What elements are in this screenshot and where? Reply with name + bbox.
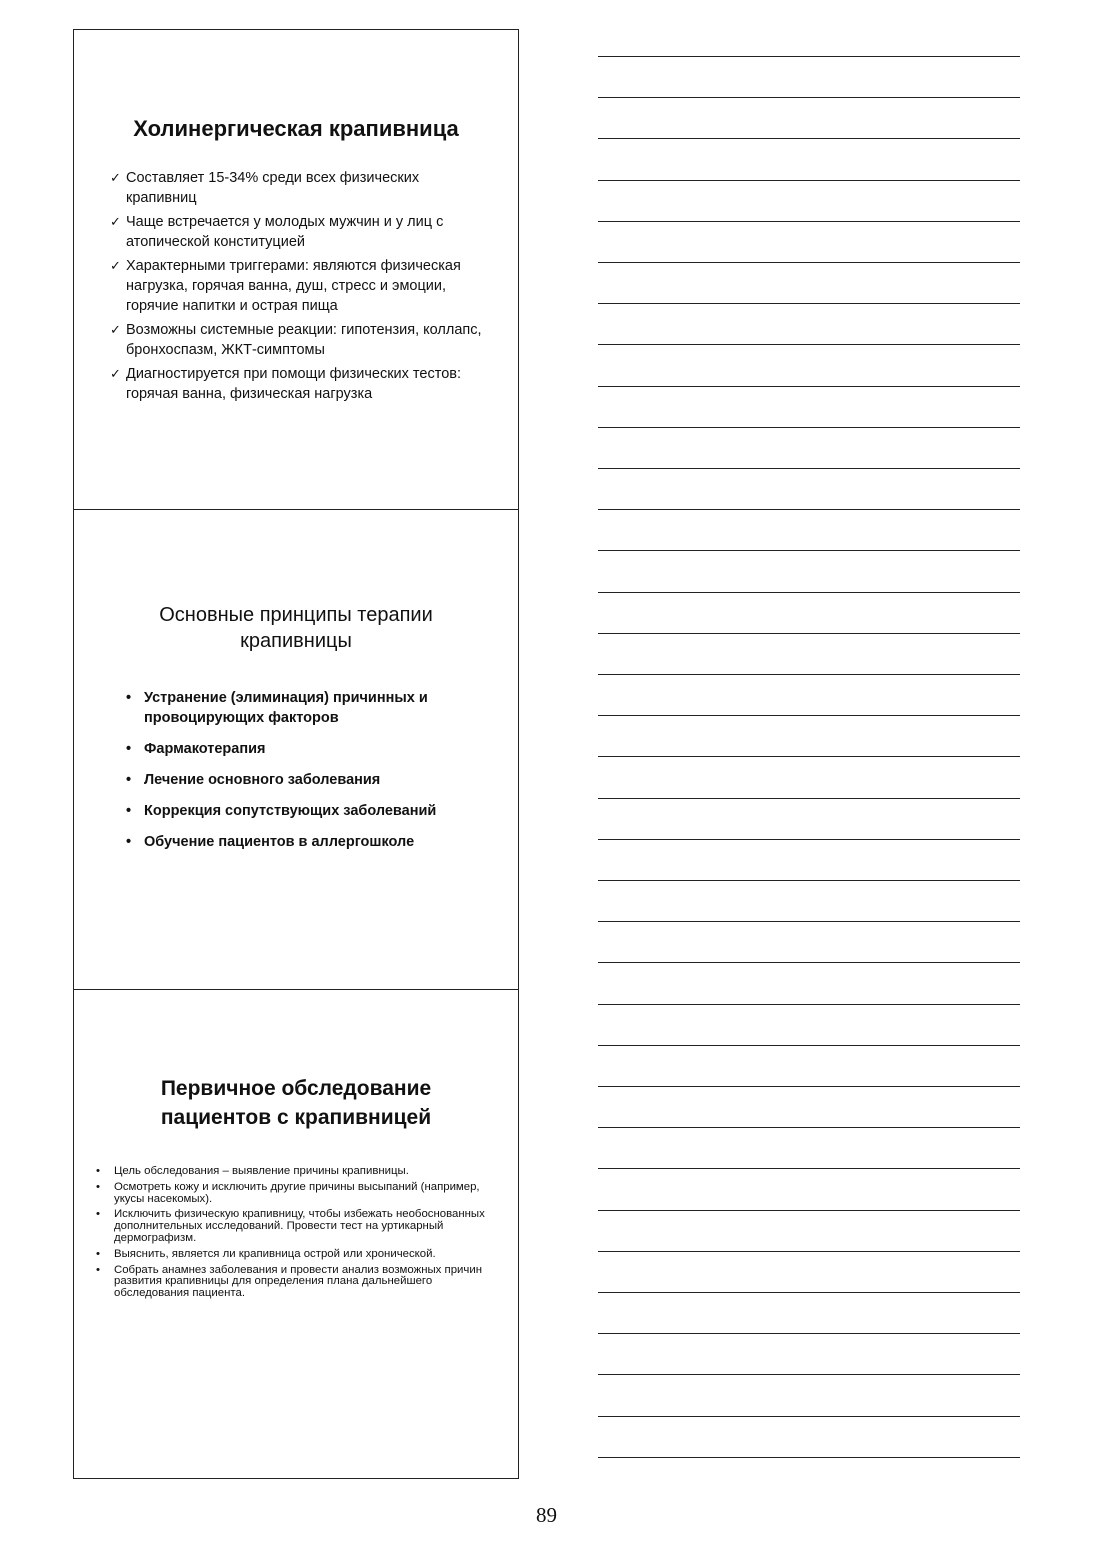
list-item: • Обучение пациентов в аллергошколе bbox=[126, 832, 490, 852]
note-line bbox=[598, 715, 1020, 716]
note-line bbox=[598, 427, 1020, 428]
note-line bbox=[598, 1292, 1020, 1293]
page-number: 89 bbox=[536, 1503, 557, 1527]
note-line bbox=[598, 1457, 1020, 1458]
note-line bbox=[598, 962, 1020, 963]
list-item: • Устранение (элиминация) причинных и провоцирующих факторов bbox=[126, 688, 490, 728]
note-line bbox=[598, 262, 1020, 263]
note-line bbox=[598, 1251, 1020, 1252]
note-line bbox=[598, 798, 1020, 799]
slide-title-line: крапивницы bbox=[240, 630, 352, 652]
list-item: • Лечение основного заболевания bbox=[126, 770, 490, 790]
slide-title-line: Основные принципы терапии bbox=[159, 604, 433, 626]
list-item: • Исключить физическую крапивницу, чтобы избежать необоснованных дополнительных исследований. Провести тест на уртикарный дермографизм. bbox=[96, 1209, 492, 1244]
note-line bbox=[598, 180, 1020, 181]
note-line bbox=[598, 921, 1020, 922]
note-line bbox=[598, 1416, 1020, 1417]
slide-title: Холинергическая крапивница bbox=[133, 116, 459, 141]
slide-title bbox=[74, 1074, 518, 1132]
list-item: • Осмотреть кожу и исключить другие причины высыпаний (например, укусы насекомых). bbox=[96, 1182, 492, 1206]
slide-primary-examination bbox=[74, 990, 518, 1480]
checkmark-list bbox=[110, 168, 492, 408]
note-line bbox=[598, 1086, 1020, 1087]
list-item: ✓ Возможны системные реакции: гипотензия, коллапс, бронхоспазм, ЖКТ-симптомы bbox=[110, 320, 492, 360]
list-item: • Фармакотерапия bbox=[126, 739, 490, 759]
list-item: • Коррекция сопутствующих заболеваний bbox=[126, 801, 490, 821]
bullet-list bbox=[126, 688, 490, 863]
note-line bbox=[598, 1333, 1020, 1334]
list-item: • Собрать анамнез заболевания и провести анализ возможных причин развития крапивницы для определения плана дальнейшего обследования пациента. bbox=[96, 1265, 492, 1300]
note-line bbox=[598, 303, 1020, 304]
note-line bbox=[598, 756, 1020, 757]
note-line bbox=[598, 1045, 1020, 1046]
notes-lines-area bbox=[598, 56, 1020, 1466]
note-line bbox=[598, 138, 1020, 139]
slide-therapy-principles bbox=[74, 510, 518, 990]
note-line bbox=[598, 839, 1020, 840]
note-line bbox=[598, 674, 1020, 675]
slide-title-line: пациентов с крапивницей bbox=[160, 1106, 432, 1129]
list-item: ✓ Характерными триггерами: являются физическая нагрузка, горячая ванна, душ, стресс и эмоции, горячие напитки и острая пища bbox=[110, 256, 492, 316]
note-line bbox=[598, 592, 1020, 593]
note-line bbox=[598, 97, 1020, 98]
note-line bbox=[598, 1210, 1020, 1211]
note-line bbox=[598, 1127, 1020, 1128]
slide-cholinergic-urticaria bbox=[74, 30, 518, 510]
list-item: • Выяснить, является ли крапивница острой или хронической. bbox=[96, 1249, 492, 1261]
note-line bbox=[598, 550, 1020, 551]
note-line bbox=[598, 1374, 1020, 1375]
list-item: • Цель обследования – выявление причины крапивницы. bbox=[96, 1166, 492, 1178]
slide-title bbox=[74, 602, 518, 654]
note-line bbox=[598, 880, 1020, 881]
note-line bbox=[598, 386, 1020, 387]
list-item: ✓ Диагностируется при помощи физических тестов: горячая ванна, физическая нагрузка bbox=[110, 364, 492, 404]
note-line bbox=[598, 633, 1020, 634]
note-line bbox=[598, 468, 1020, 469]
note-line bbox=[598, 344, 1020, 345]
list-item: ✓ Чаще встречается у молодых мужчин и у лиц с атопической конституцией bbox=[110, 212, 492, 252]
slide-title-line: Первичное обследование bbox=[160, 1077, 432, 1100]
list-item: ✓ Составляет 15-34% среди всех физических крапивниц bbox=[110, 168, 492, 208]
note-line bbox=[598, 509, 1020, 510]
note-line bbox=[598, 56, 1020, 57]
note-line bbox=[598, 221, 1020, 222]
slides-column bbox=[73, 29, 519, 1479]
note-line bbox=[598, 1168, 1020, 1169]
note-line bbox=[598, 1004, 1020, 1005]
bullet-list bbox=[96, 1166, 492, 1304]
